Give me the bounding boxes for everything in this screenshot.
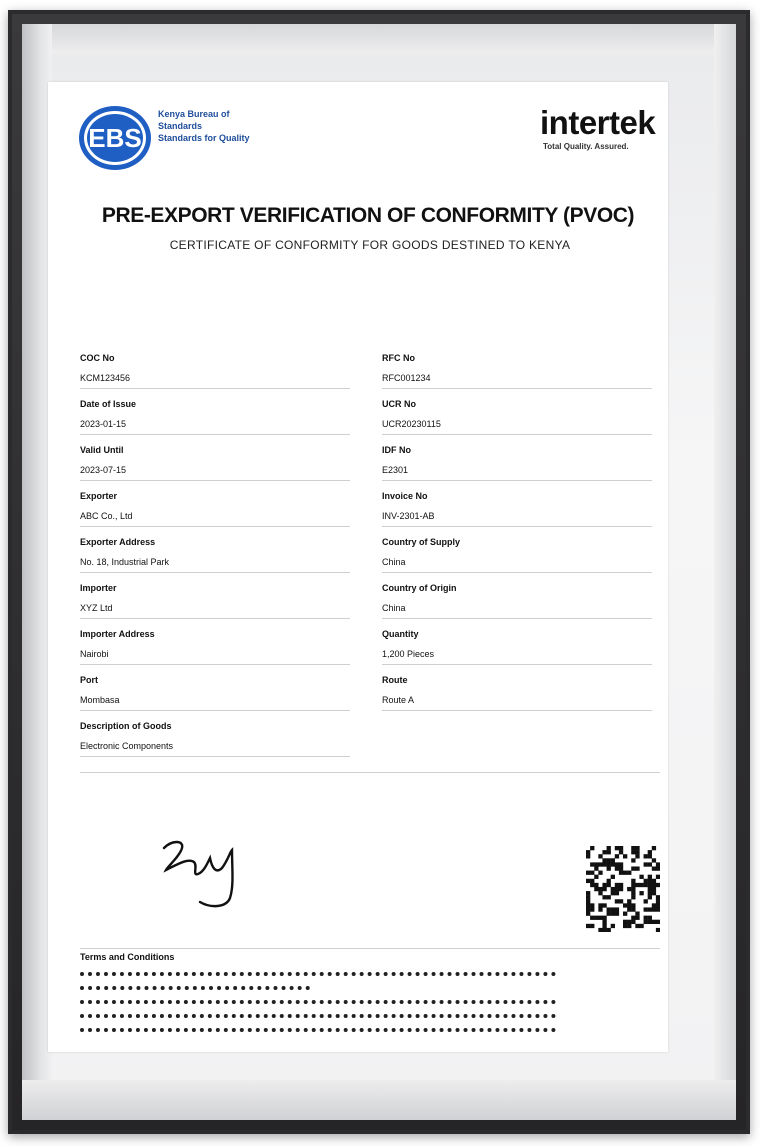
qr-module xyxy=(648,891,652,895)
field-value: RFC001234 xyxy=(382,373,431,383)
qr-module xyxy=(644,879,648,883)
qr-module xyxy=(602,858,606,862)
field-value: XYZ Ltd xyxy=(80,603,113,613)
mat-bevel-bottom xyxy=(22,1080,736,1120)
intertek-logo: intertek xyxy=(540,104,656,141)
qr-module xyxy=(586,854,590,858)
qr-module xyxy=(611,907,615,911)
qr-module xyxy=(631,895,635,899)
qr-module xyxy=(619,899,623,903)
qr-module xyxy=(656,920,660,924)
qr-module xyxy=(594,862,598,866)
qr-module xyxy=(627,903,631,907)
qr-module xyxy=(648,883,652,887)
qr-module xyxy=(615,907,619,911)
qr-module xyxy=(639,875,643,879)
field-label: RFC No xyxy=(382,353,415,363)
qr-module xyxy=(652,903,656,907)
qr-module xyxy=(619,846,623,850)
qr-module xyxy=(656,899,660,903)
kebs-name-line-1: Kenya Bureau of xyxy=(158,109,230,119)
field-underline xyxy=(382,480,652,481)
field-value: 2023-01-15 xyxy=(80,419,127,429)
qr-module xyxy=(644,907,648,911)
qr-module xyxy=(623,871,627,875)
qr-module xyxy=(590,924,594,928)
field-label: Invoice No xyxy=(382,491,428,501)
qr-module xyxy=(648,895,652,899)
qr-module xyxy=(602,924,606,928)
qr-module xyxy=(598,891,602,895)
qr-module xyxy=(627,899,631,903)
qr-module xyxy=(656,866,660,870)
qr-module xyxy=(607,883,611,887)
qr-module xyxy=(656,883,660,887)
field-underline xyxy=(382,388,652,389)
qr-module xyxy=(631,887,635,891)
qr-module xyxy=(590,916,594,920)
qr-module xyxy=(594,875,598,879)
qr-module xyxy=(619,862,623,866)
qr-module xyxy=(619,850,623,854)
field-label: UCR No xyxy=(382,399,416,409)
field-underline xyxy=(80,710,350,711)
qr-module xyxy=(586,912,590,916)
field-value: Nairobi xyxy=(80,649,109,659)
qr-module xyxy=(652,920,656,924)
qr-module xyxy=(598,928,602,932)
field-label: Quantity xyxy=(382,629,419,639)
qr-module xyxy=(644,862,648,866)
qr-module xyxy=(627,907,631,911)
field-value: UCR20230115 xyxy=(382,419,441,429)
qr-module xyxy=(598,903,602,907)
qr-module xyxy=(615,899,619,903)
field-label: IDF No xyxy=(382,445,411,455)
qr-module xyxy=(615,912,619,916)
qr-module xyxy=(652,883,656,887)
qr-module xyxy=(631,879,635,883)
qr-module xyxy=(615,846,619,850)
field-value: Mombasa xyxy=(80,695,120,705)
qr-module xyxy=(635,854,639,858)
terms-line xyxy=(80,1000,556,1008)
field-value: Electronic Components xyxy=(80,741,174,751)
qr-module xyxy=(615,866,619,870)
terms-line xyxy=(80,1028,556,1036)
field-label: Country of Supply xyxy=(382,537,460,547)
field-underline xyxy=(382,434,652,435)
qr-module xyxy=(586,899,590,903)
qr-module xyxy=(607,862,611,866)
qr-module xyxy=(611,924,615,928)
qr-module xyxy=(648,879,652,883)
qr-module xyxy=(590,879,594,883)
qr-module xyxy=(607,928,611,932)
qr-module xyxy=(639,924,643,928)
qr-module xyxy=(627,871,631,875)
qr-module xyxy=(639,883,643,887)
qr-module xyxy=(623,912,627,916)
qr-module xyxy=(631,850,635,854)
kebs-name xyxy=(158,108,258,144)
qr-module xyxy=(607,879,611,883)
qr-module xyxy=(644,854,648,858)
field-label: Importer xyxy=(80,583,117,593)
qr-module xyxy=(586,895,590,899)
field-underline xyxy=(80,756,350,757)
qr-module xyxy=(656,903,660,907)
qr-module xyxy=(635,846,639,850)
signature xyxy=(158,828,254,912)
qr-module xyxy=(607,866,611,870)
qr-module xyxy=(648,875,652,879)
qr-module xyxy=(594,916,598,920)
qr-module xyxy=(602,916,606,920)
field-underline xyxy=(80,480,350,481)
qr-module xyxy=(631,883,635,887)
field-underline xyxy=(80,618,350,619)
svg-text:EBS: EBS xyxy=(88,123,142,153)
qr-module xyxy=(635,866,639,870)
field-label: Importer Address xyxy=(80,629,155,639)
field-label: Description of Goods xyxy=(80,721,172,731)
divider xyxy=(80,948,660,949)
qr-module xyxy=(644,920,648,924)
terms-line xyxy=(80,972,556,980)
qr-module xyxy=(652,866,656,870)
qr-module xyxy=(615,883,619,887)
field-value: INV-2301-AB xyxy=(382,511,435,521)
qr-code xyxy=(586,846,660,932)
field-underline xyxy=(382,664,652,665)
field-value: 2023-07-15 xyxy=(80,465,127,475)
qr-module xyxy=(615,854,619,858)
qr-module xyxy=(652,907,656,911)
qr-module xyxy=(631,858,635,862)
qr-module xyxy=(586,871,590,875)
field-label: Exporter Address xyxy=(80,537,156,547)
field-underline xyxy=(382,710,652,711)
qr-module xyxy=(623,924,627,928)
qr-module xyxy=(623,920,627,924)
qr-module xyxy=(598,854,602,858)
qr-module xyxy=(602,928,606,932)
qr-module xyxy=(648,854,652,858)
field-value: China xyxy=(382,603,406,613)
qr-module xyxy=(607,850,611,854)
intertek-tagline: Total Quality. Assured. xyxy=(543,142,629,151)
qr-module xyxy=(586,924,590,928)
qr-module xyxy=(656,895,660,899)
qr-module xyxy=(648,916,652,920)
qr-module xyxy=(607,846,611,850)
qr-module xyxy=(623,854,627,858)
terms-line xyxy=(80,986,310,994)
qr-module xyxy=(648,920,652,924)
field-underline xyxy=(80,526,350,527)
qr-module xyxy=(652,879,656,883)
qr-module xyxy=(586,907,590,911)
qr-module xyxy=(631,916,635,920)
certificate-subtitle: CERTIFICATE OF CONFORMITY FOR GOODS DESTINED TO KENYA xyxy=(169,238,571,252)
field-label: Route xyxy=(382,675,408,685)
qr-module xyxy=(590,903,594,907)
qr-module xyxy=(656,862,660,866)
qr-module xyxy=(631,866,635,870)
kebs-name-line-3: Standards for Quality xyxy=(158,133,250,143)
qr-module xyxy=(607,858,611,862)
mat-bevel-top xyxy=(22,24,736,54)
qr-module xyxy=(594,866,598,870)
qr-module xyxy=(652,846,656,850)
qr-module xyxy=(635,916,639,920)
field-value: 1,200 Pieces xyxy=(382,649,435,659)
field-label: Exporter xyxy=(80,491,118,501)
qr-module xyxy=(611,912,615,916)
qr-module xyxy=(648,907,652,911)
qr-module xyxy=(627,920,631,924)
kebs-name-line-2: Standards xyxy=(158,121,203,131)
qr-module xyxy=(607,912,611,916)
qr-module xyxy=(635,912,639,916)
qr-module xyxy=(602,903,606,907)
qr-module xyxy=(602,862,606,866)
field-value: E2301 xyxy=(382,465,409,475)
qr-module xyxy=(598,887,602,891)
field-label: Valid Until xyxy=(80,445,124,455)
qr-module xyxy=(611,862,615,866)
qr-module xyxy=(602,887,606,891)
field-underline xyxy=(382,572,652,573)
qr-module xyxy=(615,862,619,866)
qr-module xyxy=(602,850,606,854)
qr-module xyxy=(602,883,606,887)
qr-module xyxy=(648,887,652,891)
qr-module xyxy=(598,907,602,911)
qr-module xyxy=(586,891,590,895)
qr-module xyxy=(590,883,594,887)
qr-module xyxy=(644,883,648,887)
qr-module xyxy=(656,907,660,911)
qr-module xyxy=(631,907,635,911)
qr-module xyxy=(619,866,623,870)
qr-module xyxy=(590,862,594,866)
qr-module xyxy=(648,862,652,866)
qr-module xyxy=(631,891,635,895)
qr-module xyxy=(611,891,615,895)
qr-module xyxy=(615,887,619,891)
qr-module xyxy=(594,887,598,891)
field-value: China xyxy=(382,557,406,567)
qr-module xyxy=(615,891,619,895)
qr-module xyxy=(652,887,656,891)
field-label: Country of Origin xyxy=(382,583,457,593)
field-value: No. 18, Industrial Park xyxy=(80,557,170,567)
qr-module xyxy=(598,862,602,866)
field-underline xyxy=(80,572,350,573)
qr-module xyxy=(656,875,660,879)
field-value: Route A xyxy=(382,695,415,705)
field-value: ABC Co., Ltd xyxy=(80,511,133,521)
qr-module xyxy=(644,899,648,903)
qr-module xyxy=(602,920,606,924)
qr-module xyxy=(623,903,627,907)
field-underline xyxy=(80,434,350,435)
qr-module xyxy=(652,891,656,895)
certificate-title: PRE-EXPORT VERIFICATION OF CONFORMITY (PVOC) xyxy=(101,204,635,227)
qr-module xyxy=(631,920,635,924)
qr-module xyxy=(590,871,594,875)
mat-bevel-right xyxy=(714,24,736,1120)
qr-module xyxy=(619,871,623,875)
terms-heading: Terms and Conditions xyxy=(80,952,175,962)
qr-module xyxy=(594,883,598,887)
field-underline xyxy=(382,618,652,619)
qr-module xyxy=(607,907,611,911)
qr-module xyxy=(619,883,623,887)
kebs-logo xyxy=(78,104,152,172)
qr-module xyxy=(590,907,594,911)
qr-module xyxy=(611,858,615,862)
field-underline xyxy=(80,664,350,665)
qr-module xyxy=(590,846,594,850)
qr-module xyxy=(631,846,635,850)
qr-module xyxy=(648,850,652,854)
qr-module xyxy=(586,879,590,883)
qr-module xyxy=(631,903,635,907)
qr-module xyxy=(635,883,639,887)
qr-module xyxy=(607,895,611,899)
qr-module xyxy=(656,928,660,932)
field-label: Port xyxy=(80,675,98,685)
field-underline xyxy=(80,388,350,389)
qr-module xyxy=(586,903,590,907)
qr-module xyxy=(619,887,623,891)
terms-line xyxy=(80,1014,556,1022)
qr-module xyxy=(627,887,631,891)
qr-module xyxy=(598,871,602,875)
divider xyxy=(80,772,660,773)
qr-module xyxy=(635,850,639,854)
field-label: Date of Issue xyxy=(80,399,137,409)
field-underline xyxy=(382,526,652,527)
qr-module xyxy=(627,924,631,928)
qr-module xyxy=(602,895,606,899)
qr-module xyxy=(635,924,639,928)
field-label: COC No xyxy=(80,353,115,363)
qr-module xyxy=(586,850,590,854)
field-value: KCM123456 xyxy=(80,373,131,383)
qr-module xyxy=(652,858,656,862)
qr-module xyxy=(644,916,648,920)
qr-module xyxy=(639,891,643,895)
qr-module xyxy=(611,887,615,891)
qr-module xyxy=(598,916,602,920)
qr-module xyxy=(611,875,615,879)
